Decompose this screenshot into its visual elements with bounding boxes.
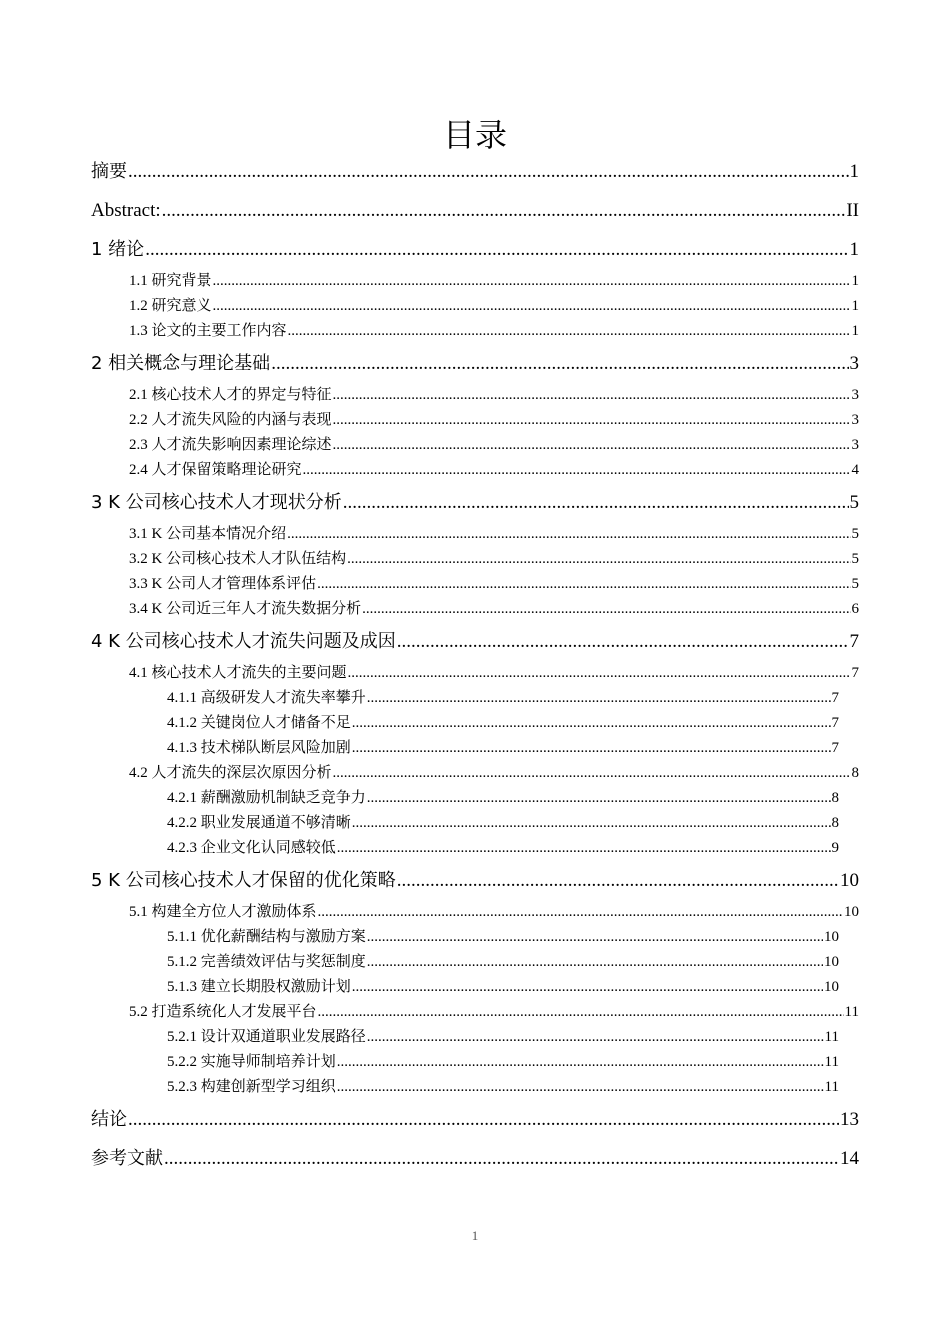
dot-leader xyxy=(352,975,823,1000)
toc-entry-label: 5.1.1 优化薪酬结构与激励方案 xyxy=(167,929,366,945)
dot-leader xyxy=(347,547,850,572)
toc-entry-page: 3 xyxy=(851,437,859,453)
toc-entry[interactable] xyxy=(91,483,859,522)
toc-entry-page: 9 xyxy=(831,840,839,856)
toc-entry-page: 3 xyxy=(851,387,859,403)
toc-entry[interactable] xyxy=(91,861,859,900)
toc-entry[interactable] xyxy=(91,522,859,547)
toc-entry-page: 11 xyxy=(824,1029,839,1045)
toc-entry-label: 2.1 核心技术人才的界定与特征 xyxy=(129,387,332,403)
toc-entry[interactable] xyxy=(91,1139,859,1178)
dot-leader xyxy=(337,1075,824,1100)
toc-entry-page: 7 xyxy=(851,665,859,681)
dot-leader xyxy=(362,597,850,622)
toc-entry-label: 5.2.2 实施导师制培养计划 xyxy=(167,1054,336,1070)
toc-entry-label: 2 相关概念与理论基础 xyxy=(91,353,271,374)
dot-leader xyxy=(367,1025,824,1050)
dot-leader xyxy=(337,1050,824,1075)
toc-entry-label: 4.2 人才流失的深层次原因分析 xyxy=(129,765,332,781)
toc-entry-page: 8 xyxy=(831,790,839,806)
dot-leader xyxy=(337,836,831,861)
toc-entry[interactable] xyxy=(91,836,839,861)
dot-leader xyxy=(367,686,831,711)
dot-leader xyxy=(333,408,851,433)
toc-entry-page: 1 xyxy=(851,298,859,314)
toc-entry[interactable] xyxy=(91,1025,839,1050)
toc-entry[interactable] xyxy=(91,269,859,294)
toc-entry[interactable] xyxy=(91,433,859,458)
toc-entry-page: 5 xyxy=(849,492,859,513)
toc-entry[interactable] xyxy=(91,458,859,483)
toc-entry[interactable] xyxy=(91,900,859,925)
toc-entry[interactable] xyxy=(91,711,839,736)
toc-entry-label: 4.2.3 企业文化认同感较低 xyxy=(167,840,336,856)
toc-entry-label: 4.1 核心技术人才流失的主要问题 xyxy=(129,665,347,681)
dot-leader xyxy=(287,522,850,547)
toc-entry-label: 2.2 人才流失风险的内涵与表现 xyxy=(129,412,332,428)
toc-entry-page: 11 xyxy=(844,1004,859,1020)
toc-entry[interactable] xyxy=(91,408,859,433)
toc-entry-label: 1.2 研究意义 xyxy=(129,298,212,314)
toc-entry[interactable] xyxy=(91,811,839,836)
dot-leader xyxy=(317,572,850,597)
toc-entry-page: 1 xyxy=(849,239,859,260)
page-title: 目录 xyxy=(442,116,507,154)
toc-entry[interactable] xyxy=(91,230,859,269)
toc-entry-label: 3.1 K 公司基本情况介绍 xyxy=(129,526,287,542)
toc-entry-label: 2.3 人才流失影响因素理论综述 xyxy=(129,437,332,453)
toc-entry[interactable] xyxy=(91,294,859,319)
toc-entry-label: 3 K 公司核心技术人才现状分析 xyxy=(91,492,342,513)
toc-entry-label: 1.3 论文的主要工作内容 xyxy=(129,323,287,339)
toc-entry-page: 14 xyxy=(840,1148,859,1169)
toc-entry-label: 4.1.3 技术梯队断层风险加剧 xyxy=(167,740,351,756)
toc-entry[interactable] xyxy=(91,661,859,686)
toc-entry-page: 13 xyxy=(840,1109,859,1130)
toc-entry[interactable] xyxy=(91,597,859,622)
dot-leader xyxy=(128,1100,839,1139)
toc-entry-label: 4 K 公司核心技术人才流失问题及成因 xyxy=(91,631,396,652)
dot-leader xyxy=(348,661,851,686)
dot-leader xyxy=(343,483,849,522)
toc-entry-label: 5.1.3 建立长期股权激励计划 xyxy=(167,979,351,995)
page-number: 1 xyxy=(471,1228,479,1243)
dot-leader xyxy=(213,294,851,319)
dot-leader xyxy=(397,622,849,661)
toc-entry-page: 5 xyxy=(851,526,859,542)
dot-leader xyxy=(162,191,846,230)
dot-leader xyxy=(333,383,851,408)
toc-entry-label: 3.4 K 公司近三年人才流失数据分析 xyxy=(129,601,362,617)
dot-leader xyxy=(367,925,823,950)
toc-entry-page: 8 xyxy=(851,765,859,781)
toc-entry-label: 结论 xyxy=(91,1109,127,1130)
toc-entry-page: 1 xyxy=(849,161,859,182)
toc-entry[interactable] xyxy=(91,1100,859,1139)
toc-entry[interactable] xyxy=(91,686,839,711)
toc-entry-label: 5 K 公司核心技术人才保留的优化策略 xyxy=(91,870,396,891)
toc-entry-label: 5.1 构建全方位人才激励体系 xyxy=(129,904,317,920)
toc-entry[interactable] xyxy=(91,319,859,344)
toc-entry[interactable] xyxy=(91,383,859,408)
toc-entry-page: 5 xyxy=(851,576,859,592)
toc-entry[interactable] xyxy=(91,786,839,811)
toc-entry-page: 6 xyxy=(851,601,859,617)
dot-leader xyxy=(352,811,831,836)
toc-entry-label: 4.1.1 高级研发人才流失率攀升 xyxy=(167,690,366,706)
toc-entry-label: 5.2.1 设计双通道职业发展路径 xyxy=(167,1029,366,1045)
toc-entry[interactable] xyxy=(91,547,859,572)
toc-entry[interactable] xyxy=(91,925,839,950)
toc-entry[interactable] xyxy=(91,152,859,191)
dot-leader xyxy=(318,900,843,925)
dot-leader xyxy=(164,1139,839,1178)
dot-leader xyxy=(367,786,831,811)
toc-entry-label: 1.1 研究背景 xyxy=(129,273,212,289)
toc-entry-label: 参考文献 xyxy=(91,1148,163,1169)
toc-entry[interactable] xyxy=(91,950,839,975)
dot-leader xyxy=(213,269,851,294)
dot-leader xyxy=(271,344,848,383)
toc-entry-page: 10 xyxy=(824,954,839,970)
toc-entry-page: 7 xyxy=(849,631,859,652)
toc-entry[interactable] xyxy=(91,1075,839,1100)
toc-entry-page: 1 xyxy=(851,273,859,289)
toc-entry-page: 5 xyxy=(851,551,859,567)
toc-entry-label: 5.2 打造系统化人才发展平台 xyxy=(129,1004,317,1020)
toc-entry-page: 3 xyxy=(849,353,859,374)
toc-entry-label: 5.1.2 完善绩效评估与奖惩制度 xyxy=(167,954,366,970)
toc-entry-label: 4.2.2 职业发展通道不够清晰 xyxy=(167,815,351,831)
toc-entry-page: 8 xyxy=(831,815,839,831)
toc-entry-label: 4.2.1 薪酬激励机制缺乏竞争力 xyxy=(167,790,366,806)
toc-entry-label: Abstract: xyxy=(91,200,161,221)
toc-entry-label: 1 绪论 xyxy=(91,239,145,260)
toc-entry[interactable] xyxy=(91,975,839,1000)
toc-entry-page: 11 xyxy=(824,1079,839,1095)
toc-entry-page: 10 xyxy=(824,929,839,945)
toc-entry[interactable] xyxy=(91,191,859,230)
dot-leader xyxy=(318,1000,844,1025)
toc-entry-page: 7 xyxy=(831,690,839,706)
toc-entry-page: II xyxy=(846,200,859,221)
toc-entry-label: 4.1.2 关键岗位人才储备不足 xyxy=(167,715,351,731)
toc-entry-page: 4 xyxy=(851,462,859,478)
dot-leader xyxy=(288,319,851,344)
toc-entry[interactable] xyxy=(91,1050,839,1075)
toc-entry-page: 11 xyxy=(824,1054,839,1070)
toc-entry-label: 摘要 xyxy=(91,161,127,182)
dot-leader xyxy=(352,736,831,761)
dot-leader xyxy=(333,761,851,786)
toc-entry-page: 3 xyxy=(851,412,859,428)
toc-entry[interactable] xyxy=(91,1000,859,1025)
dot-leader xyxy=(303,458,851,483)
toc-entry-page: 7 xyxy=(831,740,839,756)
dot-leader xyxy=(128,152,849,191)
toc-entry-page: 10 xyxy=(824,979,839,995)
dot-leader xyxy=(397,861,839,900)
toc-entry[interactable] xyxy=(91,344,859,383)
toc-entry-page: 1 xyxy=(851,323,859,339)
toc-entry[interactable] xyxy=(91,736,839,761)
toc-entry[interactable] xyxy=(91,622,859,661)
table-of-contents xyxy=(91,152,859,1178)
dot-leader xyxy=(333,433,851,458)
toc-entry-label: 2.4 人才保留策略理论研究 xyxy=(129,462,302,478)
toc-entry-page: 10 xyxy=(844,904,859,920)
dot-leader xyxy=(145,230,848,269)
toc-entry-page: 10 xyxy=(840,870,859,891)
dot-leader xyxy=(367,950,823,975)
toc-entry-label: 5.2.3 构建创新型学习组织 xyxy=(167,1079,336,1095)
toc-entry-label: 3.2 K 公司核心技术人才队伍结构 xyxy=(129,551,347,567)
toc-entry[interactable] xyxy=(91,572,859,597)
toc-entry-page: 7 xyxy=(831,715,839,731)
toc-entry-label: 3.3 K 公司人才管理体系评估 xyxy=(129,576,317,592)
toc-entry[interactable] xyxy=(91,761,859,786)
dot-leader xyxy=(352,711,831,736)
